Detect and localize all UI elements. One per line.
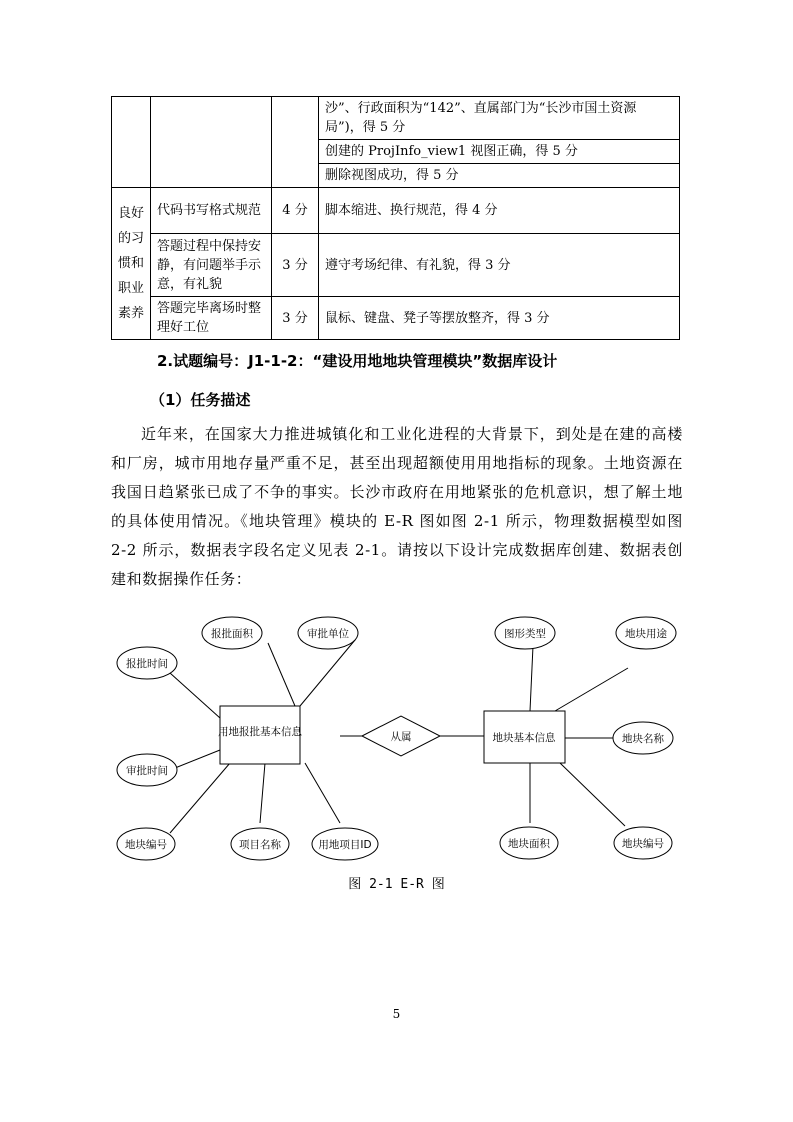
attr-left-0: 报批面积 (211, 628, 253, 640)
attr-right-4: 地块编号 (622, 838, 664, 850)
entity-right: 地块基本信息 (492, 732, 556, 744)
table-cell: 鼠标、键盘、凳子等摆放整齐，得 3 分 (319, 297, 680, 340)
table-row (112, 234, 680, 297)
task-description (111, 420, 683, 594)
page-number: 5 (392, 1007, 401, 1021)
attr-right-2: 地块名称 (622, 733, 664, 745)
table-cell: 删除视图成功，得 5 分 (319, 164, 680, 188)
table-cell: 脚本缩进、换行规范，得 4 分 (319, 188, 680, 234)
relation-label: 从属 (390, 731, 412, 743)
attr-left-4: 地块编号 (125, 839, 167, 851)
entity-left: 用地报批基本信息 (218, 726, 302, 738)
attr-left-6: 用地项目ID (318, 839, 372, 851)
er-diagram (100, 608, 700, 868)
paragraph: 近年来，在国家大力推进城镇化和工业化进程的大背景下，到处是在建的高楼和厂房，城市用地存量严重不足，甚至出现超额使用用地指标的现象。土地资源在我国日趋紧张已成了不争的事实。长沙市政府在用地紧张的危机意识，想了解土地的具体使用情况。《地块管理》模块的 E-R 图如图 2-1 所示，物理数据模型如图 2-2 所示，数据表字段名定义见表 2-1。请按以下设计完成数据库创建、数据表创建和数据操作任务： (111, 425, 683, 588)
section-heading: 2.试题编号：J1-1-2：“建设用地地块管理模块”数据库设计 (157, 352, 558, 370)
attr-left-3: 审批时间 (126, 765, 168, 777)
table-cell: 4 分 (272, 188, 319, 234)
table-cell: 遵守考场纪律、有礼貌，得 3 分 (319, 234, 680, 297)
table-cell: 答题完毕离场时整理好工位 (151, 297, 272, 340)
subsection-heading: （1）任务描述 (150, 391, 251, 409)
table-cell: 创建的 ProjInfo_view1 视图正确，得 5 分 (319, 140, 680, 164)
attr-right-1: 地块用途 (625, 628, 667, 640)
attr-left-1: 审批单位 (307, 628, 349, 640)
scoring-table (111, 96, 680, 340)
table-cell: 3 分 (272, 234, 319, 297)
table-row (112, 188, 680, 234)
group-label-cell: 良好的习惯和职业素养 (112, 188, 151, 340)
attr-left-5: 项目名称 (239, 839, 281, 851)
table-cell: 3 分 (272, 297, 319, 340)
attr-left-2: 报批时间 (126, 658, 168, 670)
table-row (112, 297, 680, 340)
figure-caption: 图 2-1 E-R 图 (348, 877, 445, 892)
table-row (112, 97, 680, 140)
table-cell: 答题过程中保持安静，有问题举手示意，有礼貌 (151, 234, 272, 297)
attr-right-3: 地块面积 (508, 838, 550, 850)
attr-right-0: 图形类型 (504, 628, 546, 640)
table-cell: 代码书写格式规范 (151, 188, 272, 234)
table-cell: 沙”、行政面积为“142”、直属部门为“长沙市国土资源局”)，得 5 分 (319, 97, 680, 140)
